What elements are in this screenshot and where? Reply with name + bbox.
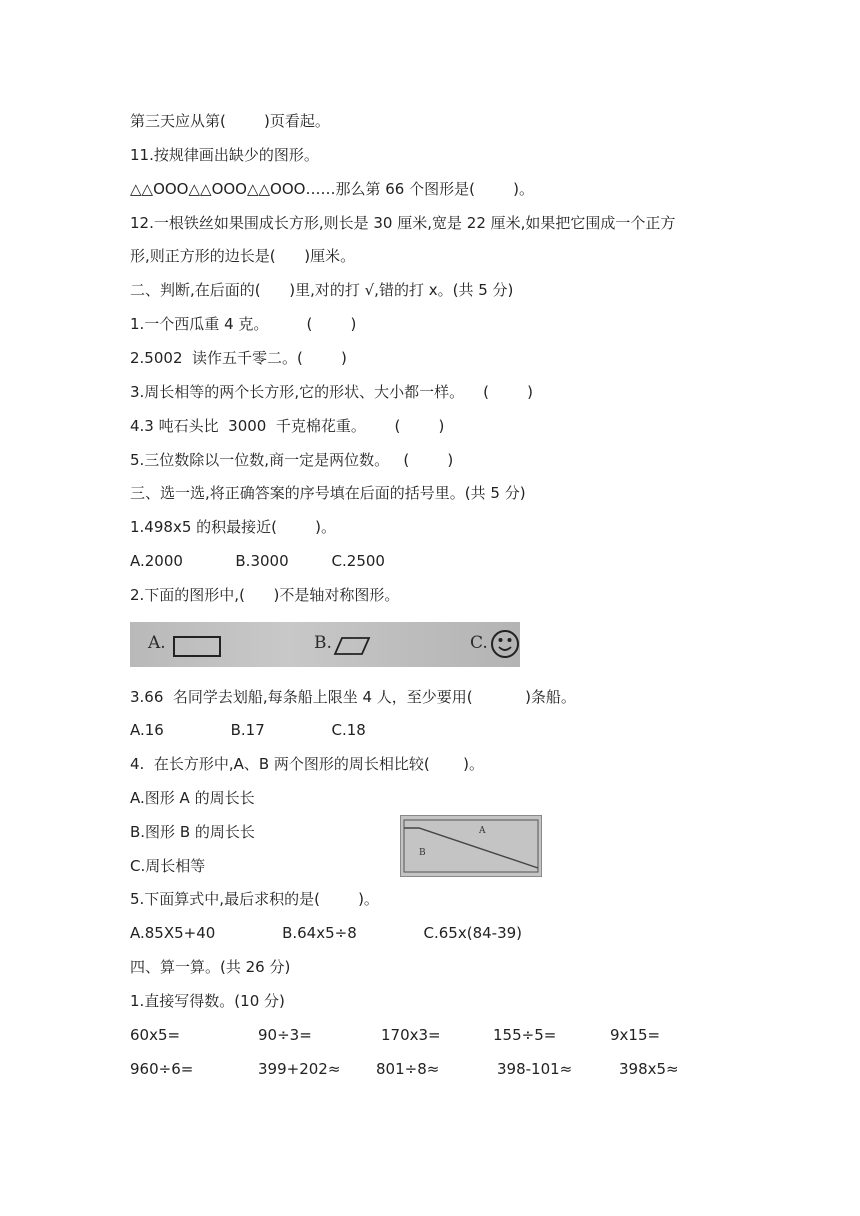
option-b-label: B. bbox=[314, 633, 332, 653]
choice-q3-options: A.16 B.17 C.18 bbox=[130, 721, 366, 739]
calc-subheading: 1.直接写得数。(10 分) bbox=[130, 992, 285, 1010]
choice-q2: 2.下面的图形中,( )不是轴对称图形。 bbox=[130, 586, 400, 604]
q10-continuation: 第三天应从第( )页看起。 bbox=[130, 112, 330, 130]
choice-q4-option-a: A.图形 A 的周长长 bbox=[130, 789, 255, 807]
q11-text: 11.按规律画出缺少的图形。 bbox=[130, 146, 319, 164]
section3-heading: 三、选一选,将正确答案的序号填在后面的括号里。(共 5 分) bbox=[130, 484, 526, 502]
rectangle-ab-figure bbox=[400, 815, 542, 877]
q12-text: 12.一根铁丝如果围成长方形,则长是 30 厘米,宽是 22 厘米,如果把它围成一个正方 bbox=[130, 214, 676, 232]
option-c-label: C. bbox=[470, 633, 488, 653]
rectangle-divider-line bbox=[401, 816, 541, 876]
choice-q5: 5.下面算式中,最后求积的是( )。 bbox=[130, 890, 379, 908]
judge-item-3: 3.周长相等的两个长方形,它的形状、大小都一样。 ( ) bbox=[130, 383, 534, 401]
judge-item-4: 4.3 吨石头比 3000 千克棉花重。 ( ) bbox=[130, 417, 445, 435]
judge-item-1: 1.一个西瓜重 4 克。 ( ) bbox=[130, 315, 357, 333]
q11-pattern: △△OOO△△OOO△△OOO……那么第 66 个图形是( )。 bbox=[130, 180, 534, 198]
option-a-label: A. bbox=[148, 633, 166, 653]
judge-item-2: 2.5002 读作五千零二。( ) bbox=[130, 349, 347, 367]
calc-item: 9x15= bbox=[610, 1026, 661, 1044]
choice-q3: 3.66 名同学去划船,每条船上限坐 4 人，至少要用( )条船。 bbox=[130, 688, 576, 706]
section4-heading: 四、算一算。(共 26 分) bbox=[130, 958, 291, 976]
judge-item-5: 5.三位数除以一位数,商一定是两位数。 ( ) bbox=[130, 451, 454, 469]
choice-q4-option-c: C.周长相等 bbox=[130, 857, 206, 875]
smiley-face-icon bbox=[490, 626, 520, 662]
choice-q1-options: A.2000 B.3000 C.2500 bbox=[130, 552, 385, 570]
calc-item: 960÷6= bbox=[130, 1060, 194, 1078]
symmetry-figure-photo bbox=[130, 622, 520, 667]
calc-item: 60x5= bbox=[130, 1026, 181, 1044]
parallelogram-shape bbox=[333, 636, 371, 656]
calc-item: 398-101≈ bbox=[497, 1060, 573, 1078]
choice-q4: 4. 在长方形中,A、B 两个图形的周长相比较( )。 bbox=[130, 755, 485, 773]
calc-item: 399+202≈ bbox=[258, 1060, 341, 1078]
region-a-label: A bbox=[479, 826, 486, 836]
calc-item: 90÷3= bbox=[258, 1026, 312, 1044]
choice-q4-option-b: B.图形 B 的周长长 bbox=[130, 823, 255, 841]
q12-text-cont: 形,则正方形的边长是( )厘米。 bbox=[130, 247, 356, 265]
calc-item: 155÷5= bbox=[493, 1026, 557, 1044]
region-b-label: B bbox=[419, 848, 426, 858]
section2-heading: 二、判断,在后面的( )里,对的打 √,错的打 x。(共 5 分) bbox=[130, 281, 514, 299]
choice-q1: 1.498x5 的积最接近( )。 bbox=[130, 518, 336, 536]
choice-q5-options: A.85X5+40 B.64x5÷8 C.65x(84-39) bbox=[130, 924, 523, 942]
calc-item: 801÷8≈ bbox=[376, 1060, 440, 1078]
calc-item: 170x3= bbox=[381, 1026, 441, 1044]
calc-item: 398x5≈ bbox=[619, 1060, 679, 1078]
rectangle-shape bbox=[173, 636, 221, 657]
